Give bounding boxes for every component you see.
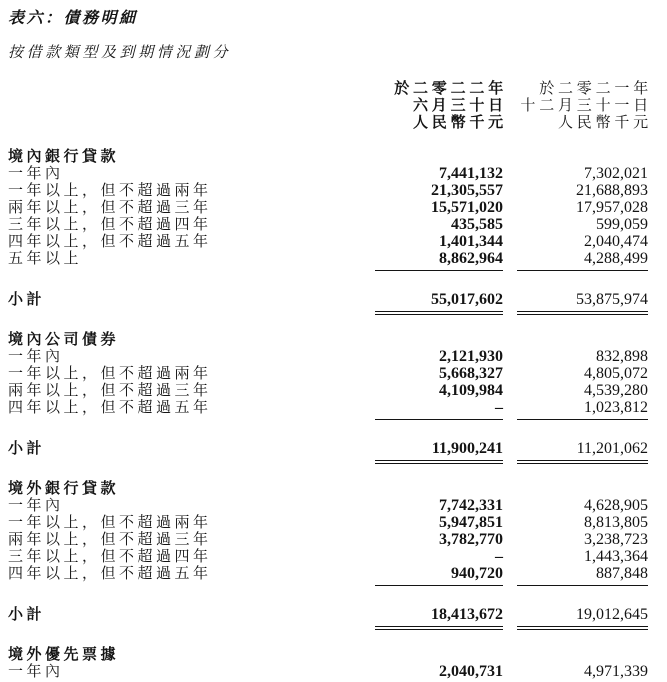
double-rule-line-2022 bbox=[375, 626, 503, 630]
table-row bbox=[0, 497, 667, 514]
row-label: 一年以上，但不超過兩年 bbox=[8, 364, 212, 382]
value-2022: 435,585 bbox=[451, 216, 503, 233]
value-2021: 599,059 bbox=[596, 216, 648, 233]
rule-line-2022 bbox=[375, 419, 503, 420]
value-2022: 3,782,770 bbox=[439, 531, 503, 548]
value-2021: 17,957,028 bbox=[576, 199, 648, 216]
rule-line-2022 bbox=[375, 585, 503, 586]
value-2021: 21,688,893 bbox=[576, 182, 648, 199]
page-title: 表六：債務明細 bbox=[8, 8, 138, 27]
value-2021: 4,539,280 bbox=[584, 382, 648, 399]
table-row bbox=[0, 233, 667, 250]
table-row bbox=[0, 165, 667, 182]
subtotal-2022: 18,413,672 bbox=[431, 606, 503, 623]
subtotal-2022: 55,017,602 bbox=[431, 291, 503, 308]
value-2021: 3,238,723 bbox=[584, 531, 648, 548]
section-heading: 境外優先票據 bbox=[8, 645, 120, 663]
column-header-line: 人民幣千元 bbox=[557, 113, 652, 131]
value-2021: 4,971,339 bbox=[584, 663, 648, 680]
column-header-2021 bbox=[520, 80, 652, 131]
subtotal-2021: 53,875,974 bbox=[576, 291, 648, 308]
rule-line-2021 bbox=[517, 585, 648, 586]
table-row bbox=[0, 199, 667, 216]
subtotal-label: 小計 bbox=[8, 439, 46, 457]
column-header-line: 十二月三十一日 bbox=[520, 96, 652, 114]
table-row bbox=[0, 250, 667, 267]
subtotal-row bbox=[0, 291, 667, 308]
double-rule-line-2022 bbox=[375, 311, 503, 315]
value-2021: 4,805,072 bbox=[584, 365, 648, 382]
row-label: 四年以上，但不超過五年 bbox=[8, 232, 212, 250]
value-2021: 1,443,364 bbox=[584, 548, 648, 565]
double-rule bbox=[0, 311, 667, 315]
table-row bbox=[0, 182, 667, 199]
table-row bbox=[0, 548, 667, 565]
subtotal-rule bbox=[0, 270, 667, 271]
section-heading-row bbox=[0, 480, 667, 497]
subtotal-2021: 19,012,645 bbox=[576, 606, 648, 623]
value-2022: 2,040,731 bbox=[439, 663, 503, 680]
value-2022: 1,401,344 bbox=[439, 233, 503, 250]
table-row bbox=[0, 216, 667, 233]
double-rule bbox=[0, 460, 667, 464]
value-2021: 4,628,905 bbox=[584, 497, 648, 514]
section-domestic-bank-loans bbox=[0, 148, 667, 315]
table-row bbox=[0, 531, 667, 548]
subtotal-label: 小計 bbox=[8, 605, 46, 623]
value-2022: – bbox=[495, 399, 503, 416]
value-2022: 7,441,132 bbox=[439, 165, 503, 182]
table-row bbox=[0, 663, 667, 680]
section-overseas-senior-notes bbox=[0, 646, 667, 680]
value-2021: 7,302,021 bbox=[584, 165, 648, 182]
value-2021: 887,848 bbox=[596, 565, 648, 582]
subtotal-row bbox=[0, 606, 667, 623]
column-header-line: 人民幣千元 bbox=[412, 113, 507, 131]
rule-line-2021 bbox=[517, 419, 648, 420]
row-label: 兩年以上，但不超過三年 bbox=[8, 198, 212, 216]
value-2021: 8,813,805 bbox=[584, 514, 648, 531]
section-heading: 境內銀行貸款 bbox=[8, 147, 120, 165]
row-label: 一年以上，但不超過兩年 bbox=[8, 513, 212, 531]
value-2021: 832,898 bbox=[596, 348, 648, 365]
value-2021: 4,288,499 bbox=[584, 250, 648, 267]
rule-line-2021 bbox=[517, 270, 648, 271]
double-rule-line-2021 bbox=[517, 626, 648, 630]
row-label: 一年以上，但不超過兩年 bbox=[8, 181, 212, 199]
value-2022: 4,109,984 bbox=[439, 382, 503, 399]
subtotal-rule bbox=[0, 419, 667, 420]
row-label: 三年以上，但不超過四年 bbox=[8, 215, 212, 233]
table-row bbox=[0, 348, 667, 365]
section-overseas-bank-loans bbox=[0, 480, 667, 630]
subtotal-row bbox=[0, 440, 667, 457]
row-label: 一年內 bbox=[8, 662, 64, 680]
value-2022: – bbox=[495, 548, 503, 565]
rule-line-2022 bbox=[375, 270, 503, 271]
subtotal-2022: 11,900,241 bbox=[431, 440, 503, 457]
value-2021: 1,023,812 bbox=[584, 399, 648, 416]
value-2021: 2,040,474 bbox=[584, 233, 648, 250]
value-2022: 940,720 bbox=[451, 565, 503, 582]
column-headers bbox=[0, 80, 667, 131]
value-2022: 5,947,851 bbox=[439, 514, 503, 531]
row-label: 一年內 bbox=[8, 496, 64, 514]
table-row bbox=[0, 399, 667, 416]
column-header-line: 於二零二一年 bbox=[539, 79, 652, 97]
value-2022: 8,862,964 bbox=[439, 250, 503, 267]
row-label: 四年以上，但不超過五年 bbox=[8, 398, 212, 416]
subtotal-2021: 11,201,062 bbox=[576, 440, 648, 457]
page-subtitle: 按借款類型及到期情況劃分 bbox=[8, 43, 232, 61]
double-rule-line-2021 bbox=[517, 460, 648, 464]
value-2022: 7,742,331 bbox=[439, 497, 503, 514]
column-header-line: 於二零二二年 bbox=[394, 79, 507, 97]
section-heading: 境外銀行貸款 bbox=[8, 479, 120, 497]
table-row bbox=[0, 365, 667, 382]
value-2022: 21,305,557 bbox=[431, 182, 503, 199]
section-heading: 境內公司債券 bbox=[8, 330, 120, 348]
value-2022: 2,121,930 bbox=[439, 348, 503, 365]
row-label: 三年以上，但不超過四年 bbox=[8, 547, 212, 565]
debt-table bbox=[0, 148, 667, 680]
subtotal-rule bbox=[0, 585, 667, 586]
table-row bbox=[0, 382, 667, 399]
row-label: 兩年以上，但不超過三年 bbox=[8, 381, 212, 399]
row-label: 一年內 bbox=[8, 347, 64, 365]
section-domestic-corporate-bonds bbox=[0, 331, 667, 464]
column-header-2022 bbox=[394, 80, 507, 131]
table-row bbox=[0, 514, 667, 531]
table-row bbox=[0, 565, 667, 582]
double-rule bbox=[0, 626, 667, 630]
double-rule-line-2021 bbox=[517, 311, 648, 315]
section-heading-row bbox=[0, 148, 667, 165]
value-2022: 5,668,327 bbox=[439, 365, 503, 382]
row-label: 一年內 bbox=[8, 164, 64, 182]
value-2022: 15,571,020 bbox=[431, 199, 503, 216]
row-label: 兩年以上，但不超過三年 bbox=[8, 530, 212, 548]
section-heading-row bbox=[0, 646, 667, 663]
row-label: 四年以上，但不超過五年 bbox=[8, 564, 212, 582]
double-rule-line-2022 bbox=[375, 460, 503, 464]
section-heading-row bbox=[0, 331, 667, 348]
column-header-line: 六月三十日 bbox=[412, 96, 507, 114]
row-label: 五年以上 bbox=[8, 249, 83, 267]
subtotal-label: 小計 bbox=[8, 290, 46, 308]
